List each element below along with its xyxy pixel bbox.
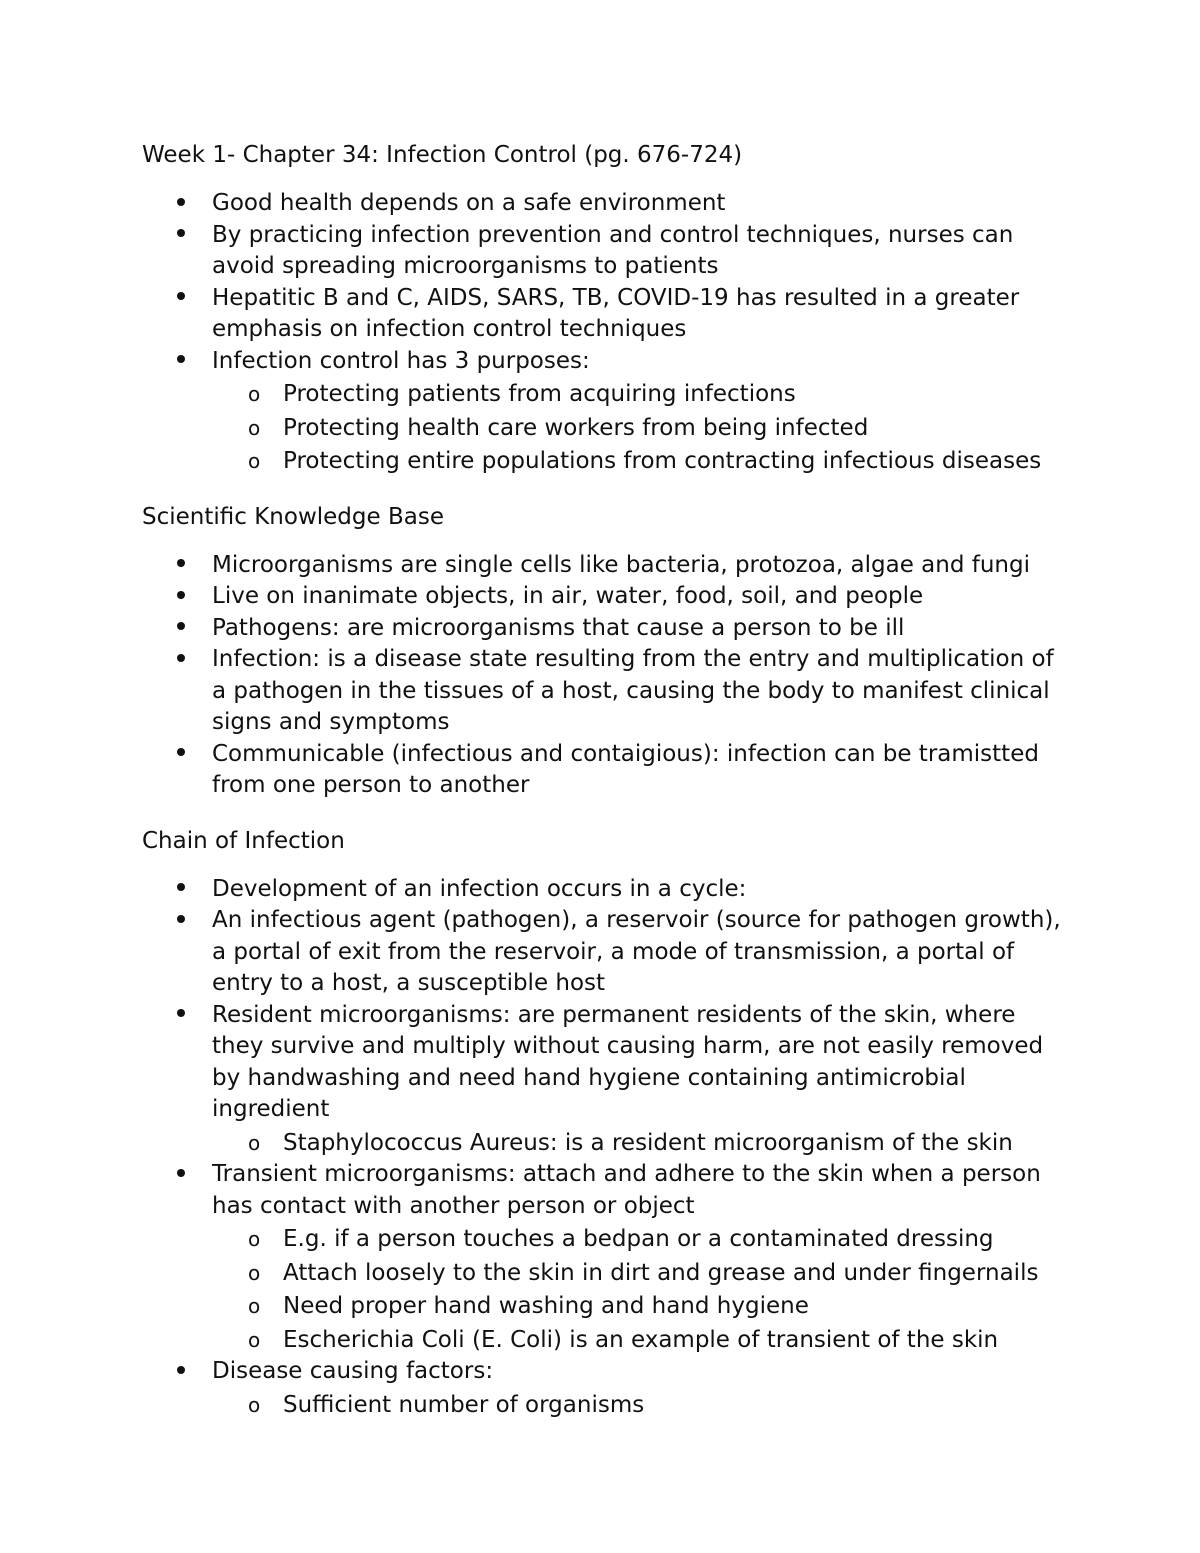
list-item <box>142 1356 1072 1421</box>
list-item-text: Pathogens: are microorganisms that cause a person to be ill <box>212 614 905 641</box>
list-item-text: Resident microorganisms: are permanent residents of the skin, where they survive and multiply without causing harm, are not easily removed by handwashing and need hand hygiene containing antimicrobial ingredient <box>212 1001 1044 1122</box>
bullet-dot-icon <box>174 1159 188 1191</box>
bullet-dot-icon <box>174 346 188 378</box>
list-item <box>142 188 1072 220</box>
list-item <box>142 550 1072 582</box>
list-item-text: By practicing infection prevention and control techniques, nurses can avoid spreading microorganisms to patients <box>212 221 1014 279</box>
bullet-list <box>142 550 1072 802</box>
sub-list-item <box>212 1325 1072 1357</box>
bullet-dot-icon <box>174 644 188 676</box>
list-item-text: Infection: is a disease state resulting from the entry and multiplication of a pathogen in the tissues of a host, causing the body to manifest clinical signs and symptoms <box>212 646 1054 735</box>
list-item <box>142 739 1072 802</box>
bullet-circle-icon: o <box>248 1327 261 1352</box>
list-item <box>142 1000 1072 1160</box>
section-heading: Chain of Infection <box>142 827 345 854</box>
sub-list-item <box>212 1224 1072 1256</box>
sub-list-item-text: Protecting entire populations from contracting infectious diseases <box>283 448 1042 474</box>
sub-list-item <box>212 379 1072 411</box>
sub-list-item-text: Attach loosely to the skin in dirt and grease and under fingernails <box>283 1259 1039 1286</box>
list-item <box>142 644 1072 739</box>
list-item-text: Development of an infection occurs in a cycle: <box>212 875 747 902</box>
sub-bullet-list <box>212 1224 1072 1356</box>
sub-list-item-text: Escherichia Coli (E. Coli) is an example of transient of the skin <box>283 1326 999 1353</box>
sub-list-item-text: Need proper hand washing and hand hygiene <box>283 1293 809 1319</box>
list-item-text: An infectious agent (pathogen), a reservoir (source for pathogen growth), a portal of exit from the reservoir, a mode of transmission, a portal of entry to a host, a susceptible host <box>212 907 1061 996</box>
bullet-dot-icon <box>174 550 188 582</box>
bullet-circle-icon: o <box>248 1392 261 1417</box>
bullet-circle-icon: o <box>248 1294 261 1318</box>
section-heading: Scientific Knowledge Base <box>142 503 444 530</box>
list-item <box>142 613 1072 645</box>
sub-list-item <box>212 446 1072 478</box>
sub-list-item-text: Protecting patients from acquiring infections <box>283 381 796 407</box>
list-item-text: Microorganisms are single cells like bacteria, protozoa, algae and fungi <box>212 551 1030 578</box>
sub-list-item <box>212 1390 1072 1422</box>
sub-list-item-text: Staphylococcus Aureus: is a resident microorganism of the skin <box>283 1129 1013 1156</box>
sub-list-item-text: E.g. if a person touches a bedpan or a contaminated dressing <box>283 1226 994 1252</box>
list-item-text: Good health depends on a safe environment <box>212 190 726 216</box>
list-item-text: Transient microorganisms: attach and adhere to the skin when a person has contact with another person or object <box>212 1161 1041 1219</box>
list-item <box>142 905 1072 1000</box>
list-item <box>142 346 1072 478</box>
bullet-dot-icon <box>174 905 188 937</box>
bullet-dot-icon <box>174 220 188 252</box>
bullet-dot-icon <box>174 188 188 220</box>
sub-list-item <box>212 1128 1072 1160</box>
bullet-circle-icon: o <box>248 382 261 406</box>
document-page <box>142 138 1072 1421</box>
sub-list-item <box>212 1258 1072 1290</box>
list-item-text: Disease causing factors: <box>212 1358 494 1384</box>
bullet-dot-icon <box>174 739 188 771</box>
list-item <box>142 1159 1072 1356</box>
bullet-circle-icon: o <box>248 415 261 440</box>
list-item <box>142 283 1072 346</box>
bullet-list <box>142 188 1072 478</box>
bullet-circle-icon: o <box>248 449 261 473</box>
list-item-text: Communicable (infectious and contaigious): infection can be tramistted from one person to another <box>212 740 1039 798</box>
bullet-dot-icon <box>174 1000 188 1032</box>
bullet-circle-icon: o <box>248 1260 261 1285</box>
list-item-text: Hepatitic B and C, AIDS, SARS, TB, COVID-19 has resulted in a greater emphasis on infection control techniques <box>212 284 1020 342</box>
list-item-text: Live on inanimate objects, in air, water, food, soil, and people <box>212 583 924 609</box>
sub-list-item-text: Sufficient number of organisms <box>283 1391 645 1418</box>
list-item-text: Infection control has 3 purposes: <box>212 347 590 374</box>
sub-bullet-list <box>212 1128 1072 1160</box>
section-heading: Week 1- Chapter 34: Infection Control (pg. 676-724) <box>142 142 743 168</box>
bullet-circle-icon: o <box>248 1130 261 1155</box>
list-item <box>142 874 1072 906</box>
list-item <box>142 581 1072 613</box>
bullet-dot-icon <box>174 874 188 906</box>
sub-list-item-text: Protecting health care workers from being infected <box>283 414 869 441</box>
bullet-dot-icon <box>174 283 188 315</box>
sub-list-item <box>212 413 1072 445</box>
sub-bullet-list <box>212 379 1072 478</box>
bullet-list <box>142 874 1072 1422</box>
sub-list-item <box>212 1291 1072 1323</box>
bullet-dot-icon <box>174 613 188 645</box>
bullet-dot-icon <box>174 581 188 613</box>
bullet-dot-icon <box>174 1356 188 1388</box>
bullet-circle-icon: o <box>248 1227 261 1251</box>
list-item <box>142 220 1072 283</box>
sub-bullet-list <box>212 1390 1072 1422</box>
